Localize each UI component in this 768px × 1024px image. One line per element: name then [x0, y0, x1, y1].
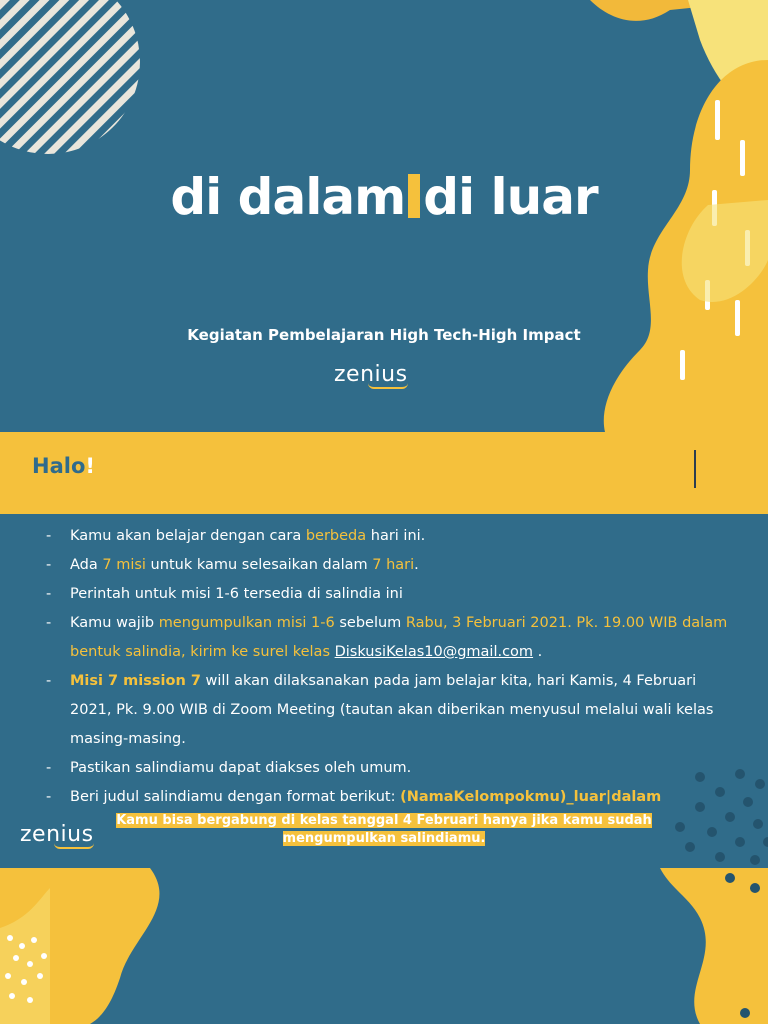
striped-circle-shape: [0, 0, 160, 160]
zenius-logo-small: zenius: [20, 822, 94, 847]
list-item: - Pastikan salindiamu dapat diakses oleh umum.: [46, 754, 736, 783]
list-item: - Kamu akan belajar dengan cara berbeda hari ini.: [46, 522, 736, 551]
title-slide: [0, 0, 768, 432]
instruction-slide: [0, 432, 768, 868]
next-slide-preview: [0, 868, 768, 1024]
highlight-note: Kamu bisa bergabung di kelas tanggal 4 Februari hanya jika kamu sudah mengumpulkan salindiamu.: [116, 813, 652, 846]
instruction-list: [46, 522, 736, 812]
greeting-heading: Halo!: [32, 454, 95, 478]
zenius-logo: zenius: [334, 362, 408, 387]
email-link[interactable]: DiskusiKelas10@gmail.com: [334, 644, 534, 660]
decorative-shapes-bottom: [0, 868, 768, 1024]
list-item: - Ada 7 misi untuk kamu selesaikan dalam 7 hari.: [46, 551, 736, 580]
page-title: [0, 168, 768, 226]
title-divider: [408, 174, 420, 218]
list-item: - Kamu wajib mengumpulkan misi 1-6 sebelum Rabu, 3 Februari 2021. Pk. 19.00 WIB dalam bentuk salindia, kirim ke surel kelas DiskusiKelas10@gmail.com .: [46, 609, 736, 667]
list-item: - Misi 7 mission 7 will akan dilaksanakan pada jam belajar kita, hari Kamis, 4 Februari 2021, Pk. 9.00 WIB di Zoom Meeting (tautan akan diberikan menyusul melalui wali kelas masing-masing.: [46, 667, 736, 754]
title-left: di dalam: [170, 168, 406, 226]
subtitle: Kegiatan Pembelajaran High Tech-High Impact: [187, 326, 581, 344]
list-item: - Beri judul salindiamu dengan format berikut: (NamaKelompokmu)_luar|dalam: [46, 783, 736, 812]
list-item: - Perintah untuk misi 1-6 tersedia di salindia ini: [46, 580, 736, 609]
title-right: di luar: [423, 168, 598, 226]
